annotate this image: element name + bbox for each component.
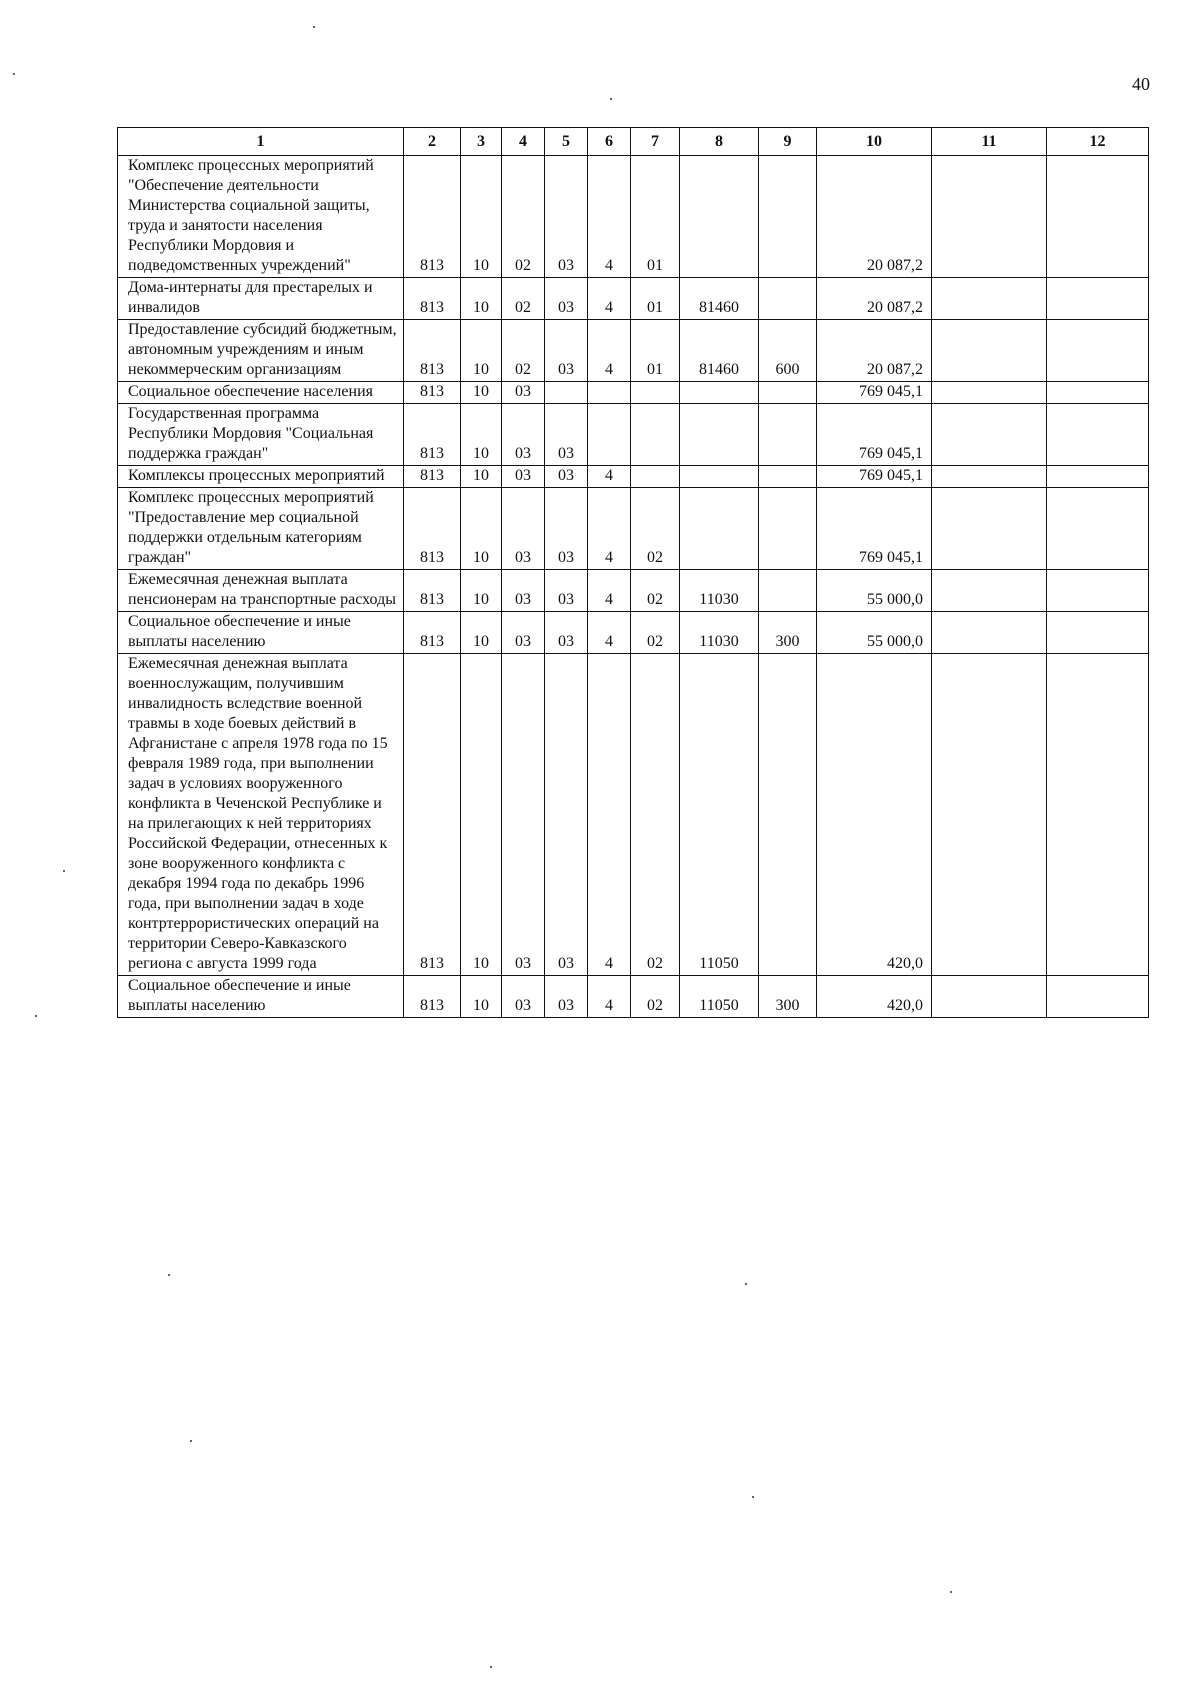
- code-cell-7: [631, 404, 680, 466]
- amount-cell: 769 045,1: [817, 404, 932, 466]
- code-cell-2: 813: [404, 404, 461, 466]
- code-cell-9: [759, 488, 817, 570]
- row-name-cell: Государственная программа Республики Мордовия "Социальная поддержка граждан": [118, 404, 404, 466]
- column-header-2: 2: [404, 128, 461, 156]
- code-cell-12: [1047, 320, 1149, 382]
- scan-speck: [752, 1496, 754, 1498]
- code-cell-2: 813: [404, 466, 461, 488]
- code-cell-2: 813: [404, 156, 461, 278]
- code-cell-3: 10: [461, 382, 502, 404]
- code-cell-2: 813: [404, 320, 461, 382]
- code-cell-6: 4: [588, 612, 631, 654]
- table-row: [118, 466, 1149, 488]
- code-cell-5: 03: [545, 278, 588, 320]
- amount-cell: 20 087,2: [817, 278, 932, 320]
- code-cell-9: [759, 404, 817, 466]
- code-cell-7: 01: [631, 278, 680, 320]
- code-cell-7: 01: [631, 156, 680, 278]
- budget-table: [117, 127, 1149, 1018]
- amount-cell: 769 045,1: [817, 488, 932, 570]
- code-cell-7: [631, 466, 680, 488]
- column-header-10: 10: [817, 128, 932, 156]
- code-cell-6: [588, 382, 631, 404]
- code-cell-12: [1047, 404, 1149, 466]
- amount-cell: 769 045,1: [817, 466, 932, 488]
- code-cell-8: [680, 382, 759, 404]
- code-cell-7: 01: [631, 320, 680, 382]
- code-cell-6: 4: [588, 156, 631, 278]
- code-cell-2: 813: [404, 570, 461, 612]
- code-cell-5: 03: [545, 156, 588, 278]
- code-cell-5: 03: [545, 654, 588, 976]
- code-cell-3: 10: [461, 976, 502, 1018]
- table-row: [118, 278, 1149, 320]
- code-cell-8: [680, 156, 759, 278]
- code-cell-11: [932, 466, 1047, 488]
- code-cell-12: [1047, 156, 1149, 278]
- column-header-3: 3: [461, 128, 502, 156]
- code-cell-3: 10: [461, 404, 502, 466]
- code-cell-12: [1047, 466, 1149, 488]
- code-cell-6: [588, 404, 631, 466]
- code-cell-3: 10: [461, 466, 502, 488]
- column-header-1: 1: [118, 128, 404, 156]
- code-cell-8: 81460: [680, 278, 759, 320]
- scan-speck: [190, 1440, 192, 1442]
- code-cell-12: [1047, 570, 1149, 612]
- code-cell-6: 4: [588, 466, 631, 488]
- row-name-cell: Социальное обеспечение и иные выплаты населению: [118, 612, 404, 654]
- code-cell-8: [680, 466, 759, 488]
- code-cell-8: [680, 488, 759, 570]
- code-cell-5: 03: [545, 612, 588, 654]
- code-cell-7: 02: [631, 654, 680, 976]
- code-cell-2: 813: [404, 654, 461, 976]
- code-cell-5: 03: [545, 976, 588, 1018]
- row-name-cell: Социальное обеспечение населения: [118, 382, 404, 404]
- code-cell-5: 03: [545, 320, 588, 382]
- code-cell-3: 10: [461, 654, 502, 976]
- code-cell-3: 10: [461, 612, 502, 654]
- code-cell-4: 03: [502, 654, 545, 976]
- code-cell-6: 4: [588, 976, 631, 1018]
- code-cell-2: 813: [404, 382, 461, 404]
- code-cell-8: 81460: [680, 320, 759, 382]
- code-cell-2: 813: [404, 278, 461, 320]
- code-cell-12: [1047, 382, 1149, 404]
- code-cell-2: 813: [404, 612, 461, 654]
- table-row: [118, 404, 1149, 466]
- code-cell-12: [1047, 612, 1149, 654]
- scan-speck: [490, 1666, 492, 1668]
- code-cell-11: [932, 488, 1047, 570]
- amount-cell: 55 000,0: [817, 612, 932, 654]
- page-number: 40: [1132, 74, 1150, 94]
- code-cell-3: 10: [461, 570, 502, 612]
- scan-speck: [13, 73, 15, 75]
- header-row: [118, 128, 1149, 156]
- code-cell-4: 03: [502, 404, 545, 466]
- column-header-4: 4: [502, 128, 545, 156]
- code-cell-9: [759, 466, 817, 488]
- code-cell-12: [1047, 654, 1149, 976]
- table-row: [118, 156, 1149, 278]
- amount-cell: 20 087,2: [817, 320, 932, 382]
- code-cell-4: 03: [502, 570, 545, 612]
- code-cell-4: 02: [502, 278, 545, 320]
- scan-speck: [313, 26, 315, 28]
- row-name-cell: Дома-интернаты для престарелых и инвалидов: [118, 278, 404, 320]
- code-cell-9: 300: [759, 976, 817, 1018]
- amount-cell: 769 045,1: [817, 382, 932, 404]
- table-row: [118, 488, 1149, 570]
- code-cell-11: [932, 404, 1047, 466]
- code-cell-3: 10: [461, 156, 502, 278]
- code-cell-11: [932, 612, 1047, 654]
- row-name-cell: Комплекс процессных мероприятий "Предоставление мер социальной поддержки отдельным категориям граждан": [118, 488, 404, 570]
- code-cell-6: 4: [588, 278, 631, 320]
- code-cell-11: [932, 570, 1047, 612]
- code-cell-8: 11050: [680, 654, 759, 976]
- scan-speck: [610, 98, 612, 100]
- scan-speck: [168, 1274, 170, 1276]
- code-cell-7: 02: [631, 612, 680, 654]
- table-row: [118, 654, 1149, 976]
- code-cell-4: 02: [502, 156, 545, 278]
- code-cell-11: [932, 320, 1047, 382]
- code-cell-12: [1047, 278, 1149, 320]
- amount-cell: 55 000,0: [817, 570, 932, 612]
- scan-speck: [63, 870, 65, 872]
- code-cell-8: 11050: [680, 976, 759, 1018]
- code-cell-6: 4: [588, 654, 631, 976]
- table-body: [118, 156, 1149, 1018]
- code-cell-5: 03: [545, 570, 588, 612]
- code-cell-11: [932, 976, 1047, 1018]
- row-name-cell: Ежемесячная денежная выплата военнослужащим, получившим инвалидность вследствие военной травмы в ходе боевых действий в Афганистане с апреля 1978 года по 15 февраля 1989 года, при выполнении задач в условиях вооруженного конфликта в Чеченской Республике и на прилегающих к ней территориях Российской Федерации, отнесенных к зоне вооруженного конфликта с декабря 1994 года по декабрь 1996 года, при выполнении задач в ходе контртеррористических операций на территории Северо-Кавказского региона с августа 1999 года: [118, 654, 404, 976]
- column-header-5: 5: [545, 128, 588, 156]
- code-cell-8: [680, 404, 759, 466]
- code-cell-5: 03: [545, 488, 588, 570]
- code-cell-5: 03: [545, 404, 588, 466]
- code-cell-3: 10: [461, 488, 502, 570]
- code-cell-9: [759, 382, 817, 404]
- code-cell-8: 11030: [680, 612, 759, 654]
- code-cell-7: 02: [631, 976, 680, 1018]
- amount-cell: 20 087,2: [817, 156, 932, 278]
- code-cell-4: 03: [502, 976, 545, 1018]
- scan-speck: [35, 1015, 37, 1017]
- code-cell-9: 300: [759, 612, 817, 654]
- code-cell-12: [1047, 976, 1149, 1018]
- code-cell-5: 03: [545, 466, 588, 488]
- column-header-12: 12: [1047, 128, 1149, 156]
- code-cell-4: 03: [502, 382, 545, 404]
- code-cell-11: [932, 382, 1047, 404]
- code-cell-9: 600: [759, 320, 817, 382]
- amount-cell: 420,0: [817, 976, 932, 1018]
- code-cell-8: 11030: [680, 570, 759, 612]
- code-cell-11: [932, 278, 1047, 320]
- code-cell-9: [759, 654, 817, 976]
- code-cell-3: 10: [461, 320, 502, 382]
- code-cell-3: 10: [461, 278, 502, 320]
- code-cell-9: [759, 278, 817, 320]
- row-name-cell: Комплекс процессных мероприятий "Обеспечение деятельности Министерства социальной защиты, труда и занятости населения Республики Мордовия и подведомственных учреждений": [118, 156, 404, 278]
- code-cell-4: 02: [502, 320, 545, 382]
- table-row: [118, 570, 1149, 612]
- column-header-11: 11: [932, 128, 1047, 156]
- column-header-8: 8: [680, 128, 759, 156]
- table-row: [118, 976, 1149, 1018]
- scan-speck: [745, 1283, 747, 1285]
- code-cell-4: 03: [502, 466, 545, 488]
- code-cell-11: [932, 156, 1047, 278]
- code-cell-6: 4: [588, 320, 631, 382]
- row-name-cell: Комплексы процессных мероприятий: [118, 466, 404, 488]
- row-name-cell: Социальное обеспечение и иные выплаты населению: [118, 976, 404, 1018]
- code-cell-7: 02: [631, 488, 680, 570]
- code-cell-6: 4: [588, 488, 631, 570]
- code-cell-7: [631, 382, 680, 404]
- row-name-cell: Ежемесячная денежная выплата пенсионерам на транспортные расходы: [118, 570, 404, 612]
- amount-cell: 420,0: [817, 654, 932, 976]
- column-header-7: 7: [631, 128, 680, 156]
- table-row: [118, 320, 1149, 382]
- code-cell-2: 813: [404, 488, 461, 570]
- scan-speck: [950, 1591, 952, 1593]
- code-cell-4: 03: [502, 488, 545, 570]
- code-cell-5: [545, 382, 588, 404]
- code-cell-11: [932, 654, 1047, 976]
- code-cell-9: [759, 570, 817, 612]
- table-row: [118, 612, 1149, 654]
- code-cell-2: 813: [404, 976, 461, 1018]
- code-cell-9: [759, 156, 817, 278]
- column-header-6: 6: [588, 128, 631, 156]
- code-cell-6: 4: [588, 570, 631, 612]
- code-cell-7: 02: [631, 570, 680, 612]
- code-cell-4: 03: [502, 612, 545, 654]
- code-cell-12: [1047, 488, 1149, 570]
- row-name-cell: Предоставление субсидий бюджетным, автономным учреждениям и иным некоммерческим организациям: [118, 320, 404, 382]
- column-header-9: 9: [759, 128, 817, 156]
- table-row: [118, 382, 1149, 404]
